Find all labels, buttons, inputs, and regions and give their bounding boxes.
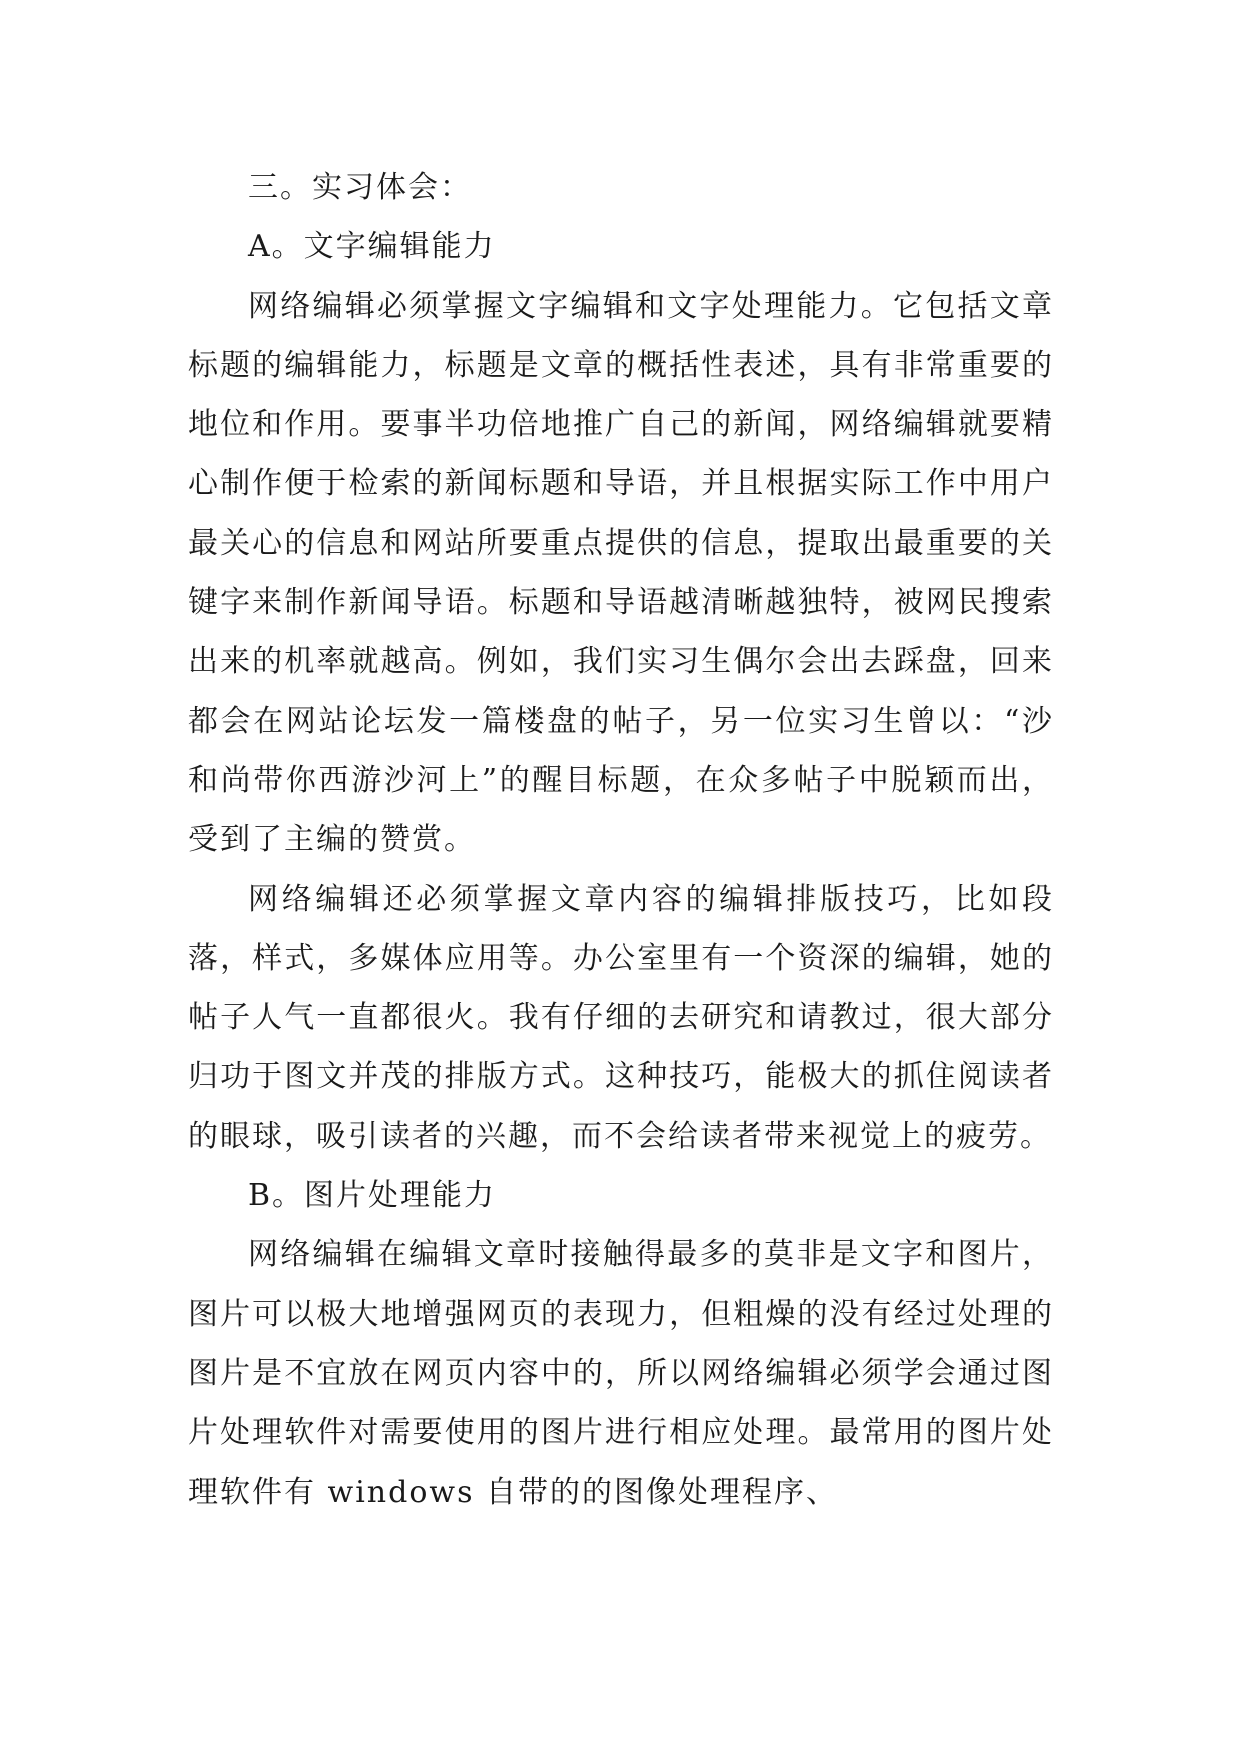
- document-body: [188, 158, 1054, 1522]
- subsection-heading-image-processing: B。图片处理能力: [248, 1178, 497, 1214]
- section-heading-experience: 三。实习体会：: [248, 170, 472, 205]
- paragraph-image-processing: 网络编辑在编辑文章时接触得最多的莫非是文字和图片，图片可以极大地增强网页的表现力，但粗燥的没有经过处理的图片是不宜放在网页内容中的，所以网络编辑必须学会通过图片处理软件对需要使用的图片进行相应处理。最常用的图片处理软件有 windows 自带的的图像处理程序、: [188, 1237, 1054, 1510]
- paragraph-text-editing-layout: 网络编辑还必须掌握文章内容的编辑排版技巧，比如段落，样式，多媒体应用等。办公室里有一个资深的编辑，她的帖子人气一直都很火。我有仔细的去研究和请教过，很大部分归功于图文并茂的排版方式。这种技巧，能极大的抓住阅读者的眼球，吸引读者的兴趣，而不会给读者带来视觉上的疲劳。: [188, 881, 1054, 1154]
- paragraph-text-editing-titles: 网络编辑必须掌握文字编辑和文字处理能力。它包括文章标题的编辑能力，标题是文章的概括性表述，具有非常重要的地位和作用。要事半功倍地推广自己的新闻，网络编辑就要精心制作便于检索的新闻标题和导语，并且根据实际工作中用户最关心的信息和网站所要重点提供的信息，提取出最重要的关键字来制作新闻导语。标题和导语越清晰越独特，被网民搜索出来的机率就越高。例如，我们实习生偶尔会出去踩盘，回来都会在网站论坛发一篇楼盘的帖子，另一位实习生曾以：“沙和尚带你西游沙河上”的醒目标题，在众多帖子中脱颖而出，受到了主编的赞赏。: [188, 288, 1054, 858]
- subsection-heading-text-editing: A。文字编辑能力: [248, 229, 496, 265]
